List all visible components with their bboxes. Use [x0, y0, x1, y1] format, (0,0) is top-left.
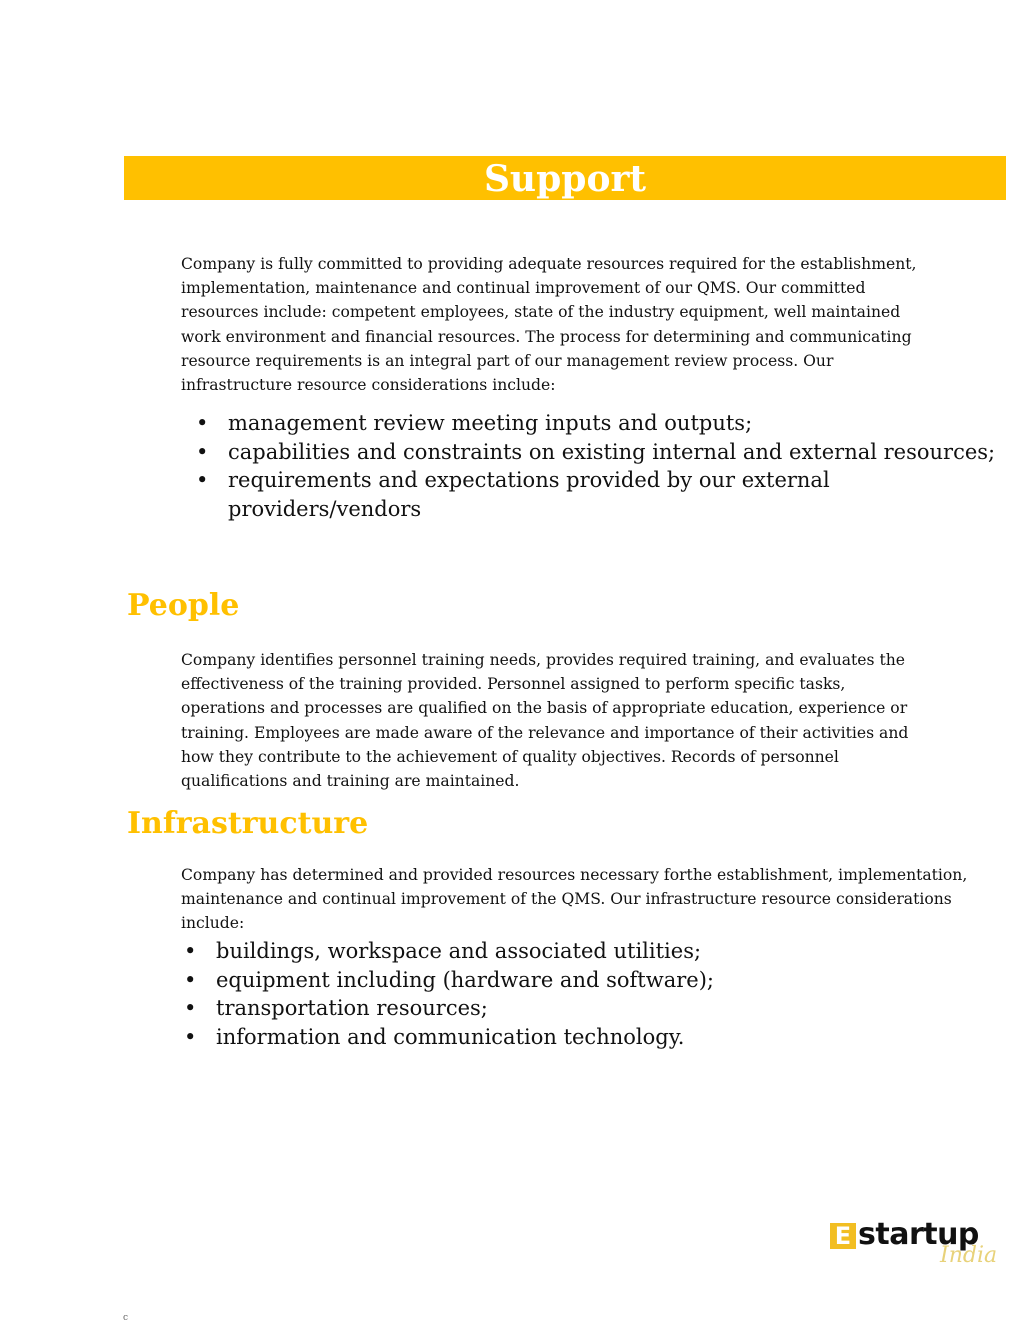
- bullet-icon: •: [196, 468, 209, 492]
- bullet-icon: •: [184, 996, 197, 1021]
- list-item: • requirements and expectations provided by our external providers/vendors: [196, 468, 830, 521]
- startup-india-logo: [828, 1215, 998, 1275]
- support-title: Support: [483, 158, 647, 200]
- footer-mark: c: [123, 1313, 129, 1323]
- logo-wordmark: startup: [858, 1217, 979, 1252]
- infrastructure-bullet-list: [184, 937, 1006, 1052]
- list-item: • management review meeting inputs and outputs;: [228, 409, 1018, 438]
- list-item: • transportation resources;: [216, 994, 1006, 1023]
- logo-e-icon: E: [830, 1223, 856, 1249]
- bullet-icon: •: [184, 939, 197, 963]
- infrastructure-paragraph: Company has determined and provided resources necessary forthe establishment, implementation, maintenance and continual improvement of the QMS. Our infrastructure resource considerations include:: [181, 866, 968, 933]
- bullet-icon: •: [196, 411, 209, 435]
- list-item: • information and communication technology.: [216, 1023, 1006, 1052]
- people-paragraph: Company identifies personnel training needs, provides required training, and evaluates the effectiveness of the training provided. Personnel assigned to perform specific tasks, operations and processes are qualified on the basis of appropriate education, experience or training. Employees are made aware of the relevance and importance of their activities and how they contribute to the achievement of quality objectives. Records of personnel qualifications and training are maintained.: [181, 651, 909, 791]
- bullet-icon: •: [196, 439, 209, 464]
- infrastructure-heading: Infrastructure: [127, 806, 369, 841]
- bullet-icon: •: [184, 967, 197, 992]
- list-item: • buildings, workspace and associated utilities;: [216, 937, 1006, 966]
- people-heading: People: [127, 588, 240, 623]
- support-banner: [124, 156, 1006, 200]
- list-item: • capabilities and constraints on existing internal and external resources;: [228, 438, 1018, 467]
- bullet-icon: •: [184, 1025, 197, 1050]
- support-paragraph: Company is fully committed to providing adequate resources required for the establishment, implementation, maintenance and continual improvement of our QMS. Our committed resources include: competent employees, state of the industry equipment, well maintained work environment and financial resources. The process for determining and communicating resource requirements is an integral part of our management review process. Our infrastructure resource considerations include:: [181, 255, 917, 395]
- logo-subtitle: India: [940, 1243, 998, 1268]
- support-bullet-list: [196, 409, 1018, 523]
- list-item: • equipment including (hardware and software);: [216, 966, 1006, 995]
